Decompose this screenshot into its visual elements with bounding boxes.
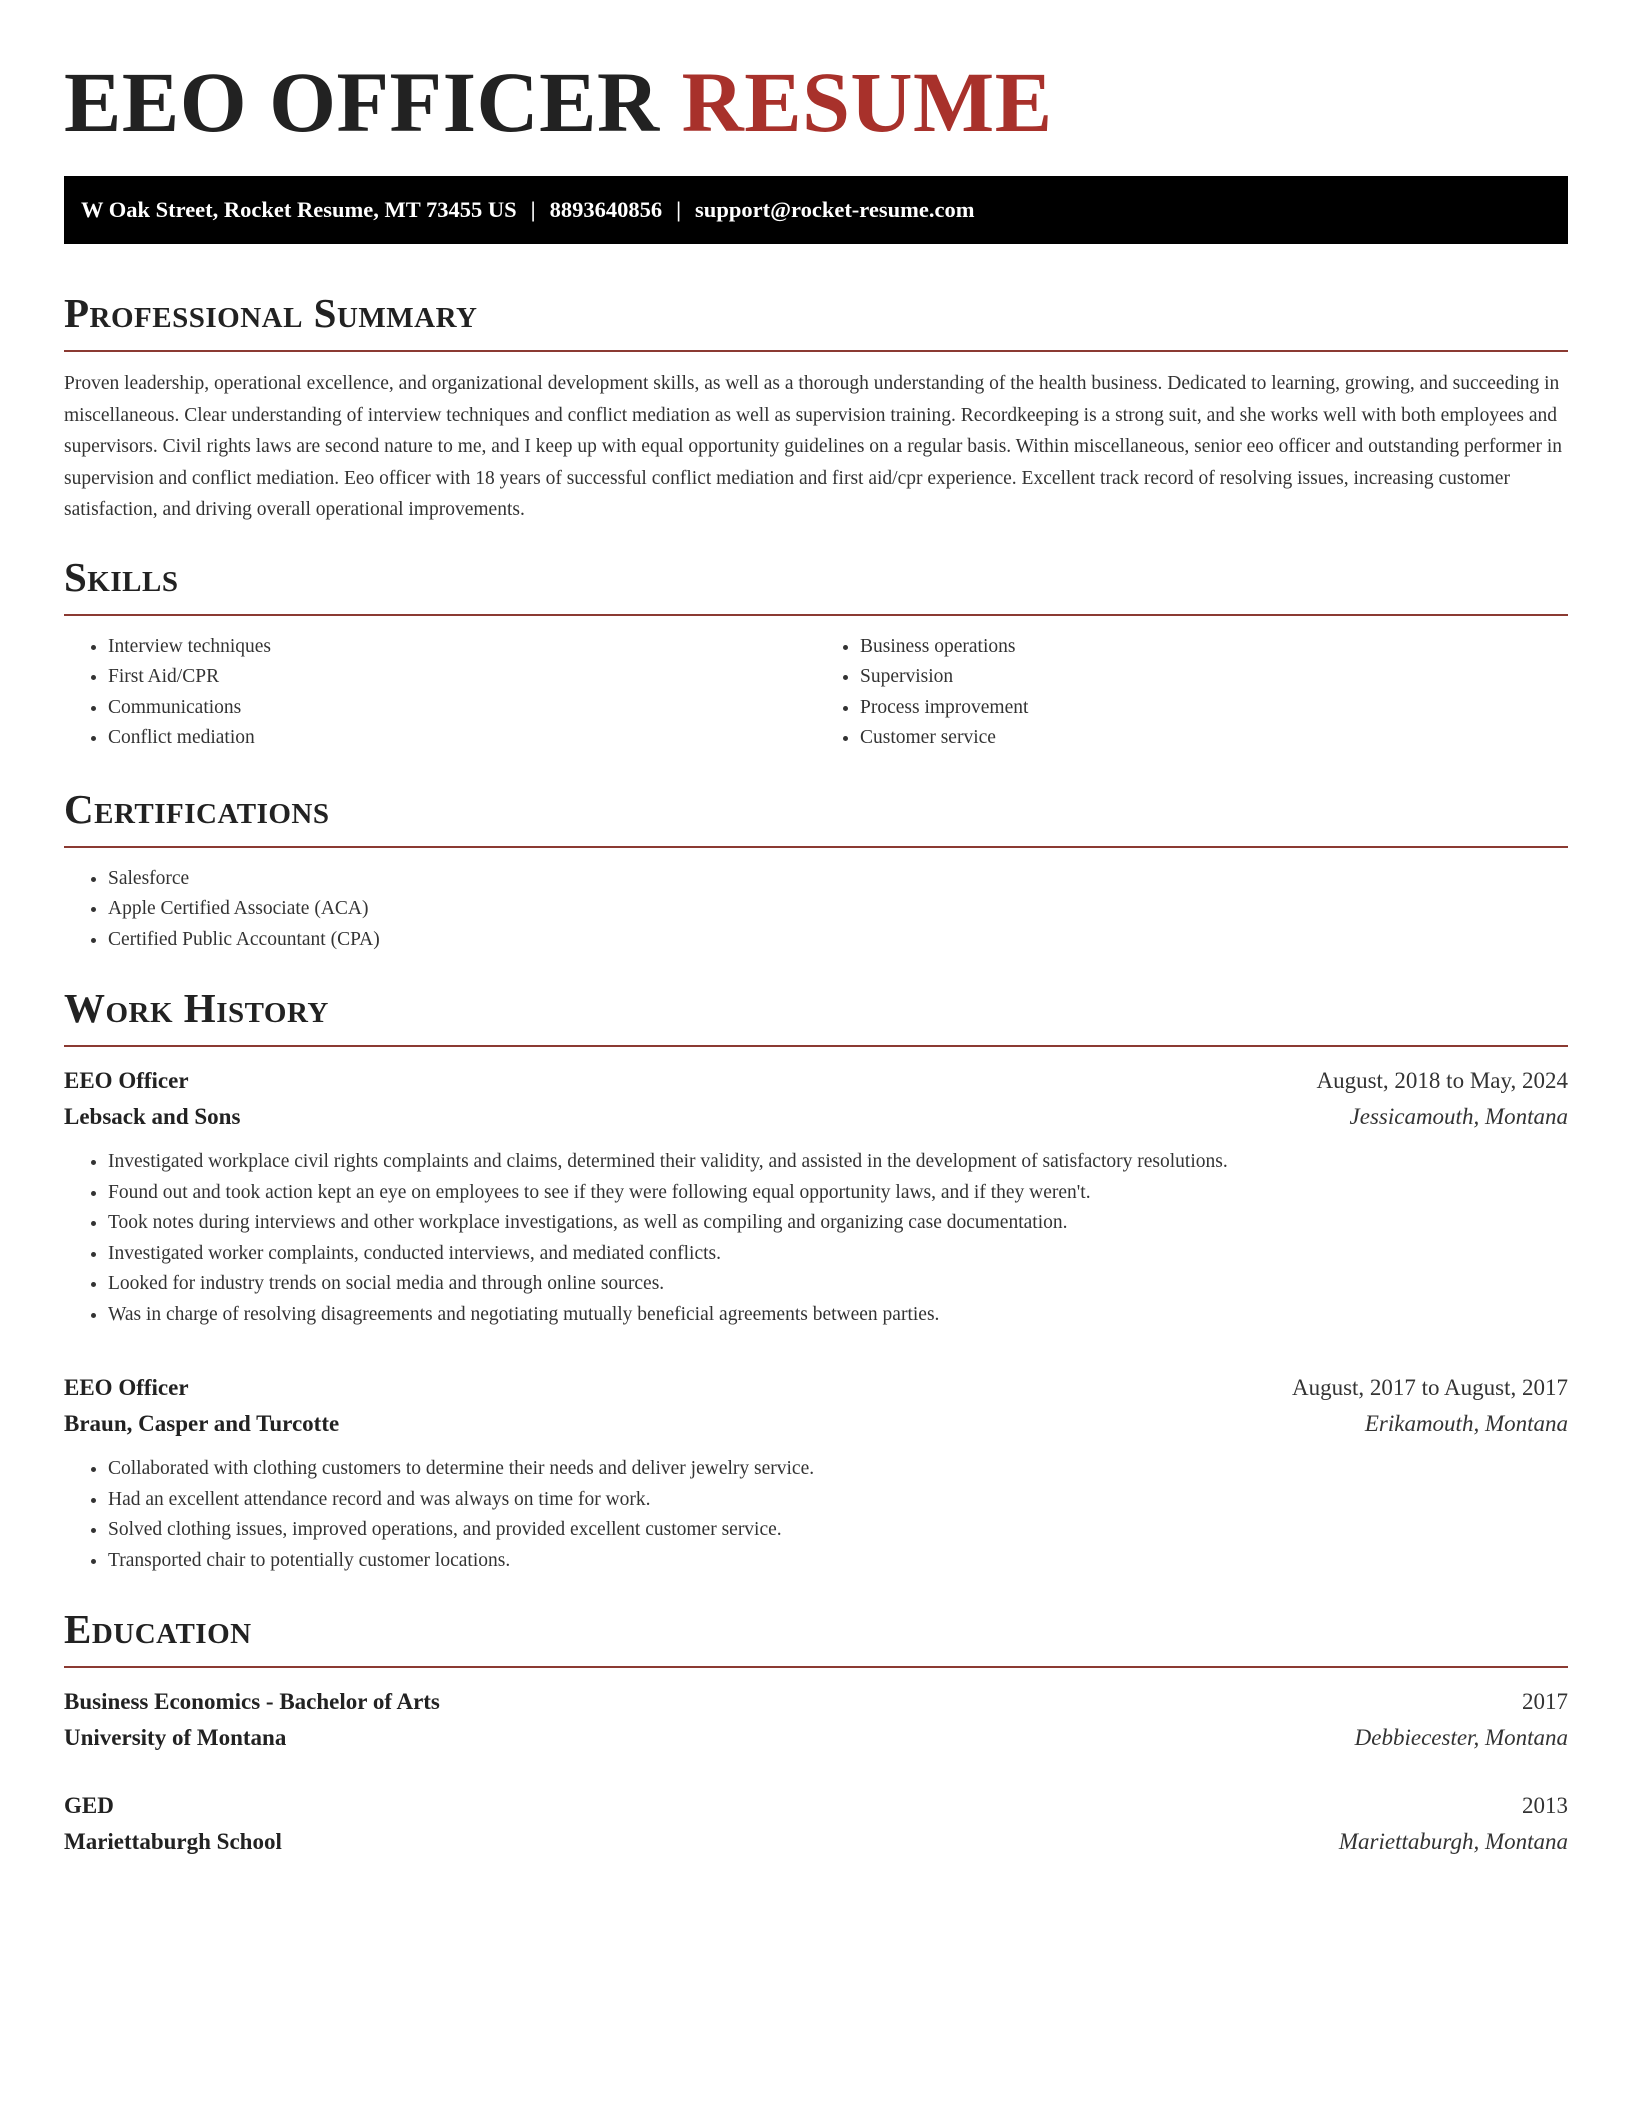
education-school-row (64, 1824, 1568, 1860)
education-degree: GED (64, 1793, 114, 1818)
skills-list-right (816, 632, 1568, 754)
job-duty: • Found out and took action kept an eye on employees to see if they were following equal opportunity laws, and if they weren't. (108, 1178, 1568, 1209)
education-year: 2017 (1522, 1689, 1568, 1714)
job-dates: August, 2018 to May, 2024 (1316, 1068, 1568, 1093)
certifications-list (64, 864, 1568, 956)
education-degree-row (64, 1788, 1568, 1824)
job-company: Braun, Casper and Turcotte (64, 1411, 340, 1436)
skill-item: • First Aid/CPR (108, 662, 816, 693)
skill-item: • Supervision (860, 662, 1568, 693)
certification-item: • Apple Certified Associate (ACA) (108, 894, 1568, 925)
work-history-heading: Work History (64, 983, 1568, 1047)
education-heading: Education (64, 1604, 1568, 1668)
job-duty: • Transported chair to potentially customer locations. (108, 1546, 1568, 1577)
contact-email[interactable]: support@rocket-resume.com (695, 197, 975, 222)
education-school: University of Montana (64, 1725, 287, 1750)
job-title: EEO Officer (64, 1068, 189, 1093)
job-duty: • Was in charge of resolving disagreements and negotiating mutually beneficial agreements between parties. (108, 1300, 1568, 1331)
resume-title (64, 0, 1568, 150)
job-duty: • Took notes during interviews and other workplace investigations, as well as compiling and organizing case documentation. (108, 1208, 1568, 1239)
job-duties-list (64, 1454, 1568, 1576)
job-entry (64, 1063, 1568, 1330)
education-entry (64, 1788, 1568, 1860)
certification-item: • Certified Public Accountant (CPA) (108, 925, 1568, 956)
job-duty: • Investigated workplace civil rights complaints and claims, determined their validity, and assisted in the development of satisfactory resolutions. (108, 1147, 1568, 1178)
education-year: 2013 (1522, 1793, 1568, 1818)
job-dates: August, 2017 to August, 2017 (1291, 1375, 1568, 1400)
summary-text: Proven leadership, operational excellence, and organizational development skills, as well as a thorough understanding of the health business. Dedicated to learning, growing, and succeeding in miscellaneous. Clear understanding of interview techniques and conflict mediation as well as supervision training. Recordkeeping is a strong suit, and she works well with both employees and supervisors. Civil rights laws are second nature to me, and I keep up with equal opportunity guidelines on a regular basis. Within miscellaneous, senior eeo officer and outstanding performer in supervision and conflict mediation. Eeo officer with 18 years of successful conflict mediation and first aid/cpr experience. Excellent track record of resolving issues, increasing customer satisfaction, and driving overall operational improvements. (64, 373, 1562, 520)
job-company: Lebsack and Sons (64, 1104, 241, 1129)
job-duty: • Investigated worker complaints, conducted interviews, and mediated conflicts. (108, 1239, 1568, 1270)
education-entry (64, 1684, 1568, 1756)
contact-address: W Oak Street, Rocket Resume, MT 73455 US (81, 197, 517, 222)
job-entry (64, 1370, 1568, 1576)
education-location: Mariettaburgh, Montana (1338, 1829, 1568, 1854)
job-duty: • Had an excellent attendance record and was always on time for work. (108, 1485, 1568, 1516)
certification-item: • Salesforce (108, 864, 1568, 895)
education-degree: Business Economics - Bachelor of Arts (64, 1689, 440, 1714)
skill-item: • Business operations (860, 632, 1568, 663)
certifications-heading: Certifications (64, 784, 1568, 848)
education-degree-row (64, 1684, 1568, 1720)
contact-separator: | (676, 197, 682, 222)
title-accent: RESUME (681, 54, 1053, 150)
education-school-row (64, 1720, 1568, 1756)
job-title-row (64, 1063, 1568, 1099)
job-duties-list (64, 1147, 1568, 1330)
job-title: EEO Officer (64, 1375, 189, 1400)
skill-item: • Customer service (860, 723, 1568, 754)
contact-separator: | (530, 197, 536, 222)
skill-item: • Process improvement (860, 693, 1568, 724)
job-location: Erikamouth, Montana (1364, 1411, 1568, 1436)
education-school: Mariettaburgh School (64, 1829, 282, 1854)
contact-bar (64, 176, 1568, 244)
job-company-row (64, 1406, 1568, 1442)
job-duty: • Looked for industry trends on social media and through online sources. (108, 1269, 1568, 1300)
skill-item: • Communications (108, 693, 816, 724)
job-duty: • Solved clothing issues, improved operations, and provided excellent customer service. (108, 1515, 1568, 1546)
skills-grid (64, 632, 1568, 754)
job-location: Jessicamouth, Montana (1349, 1104, 1568, 1129)
contact-phone[interactable]: 8893640856 (549, 197, 663, 222)
job-company-row (64, 1099, 1568, 1135)
skill-item: • Conflict mediation (108, 723, 816, 754)
summary-heading: Professional Summary (64, 288, 1568, 352)
skill-item: • Interview techniques (108, 632, 816, 663)
job-duty: • Collaborated with clothing customers to determine their needs and deliver jewelry service. (108, 1454, 1568, 1485)
job-title-row (64, 1370, 1568, 1406)
education-location: Debbiecester, Montana (1354, 1725, 1568, 1750)
title-main: EEO OFFICER (64, 54, 660, 150)
skills-heading: Skills (64, 552, 1568, 616)
skills-list-left (64, 632, 816, 754)
